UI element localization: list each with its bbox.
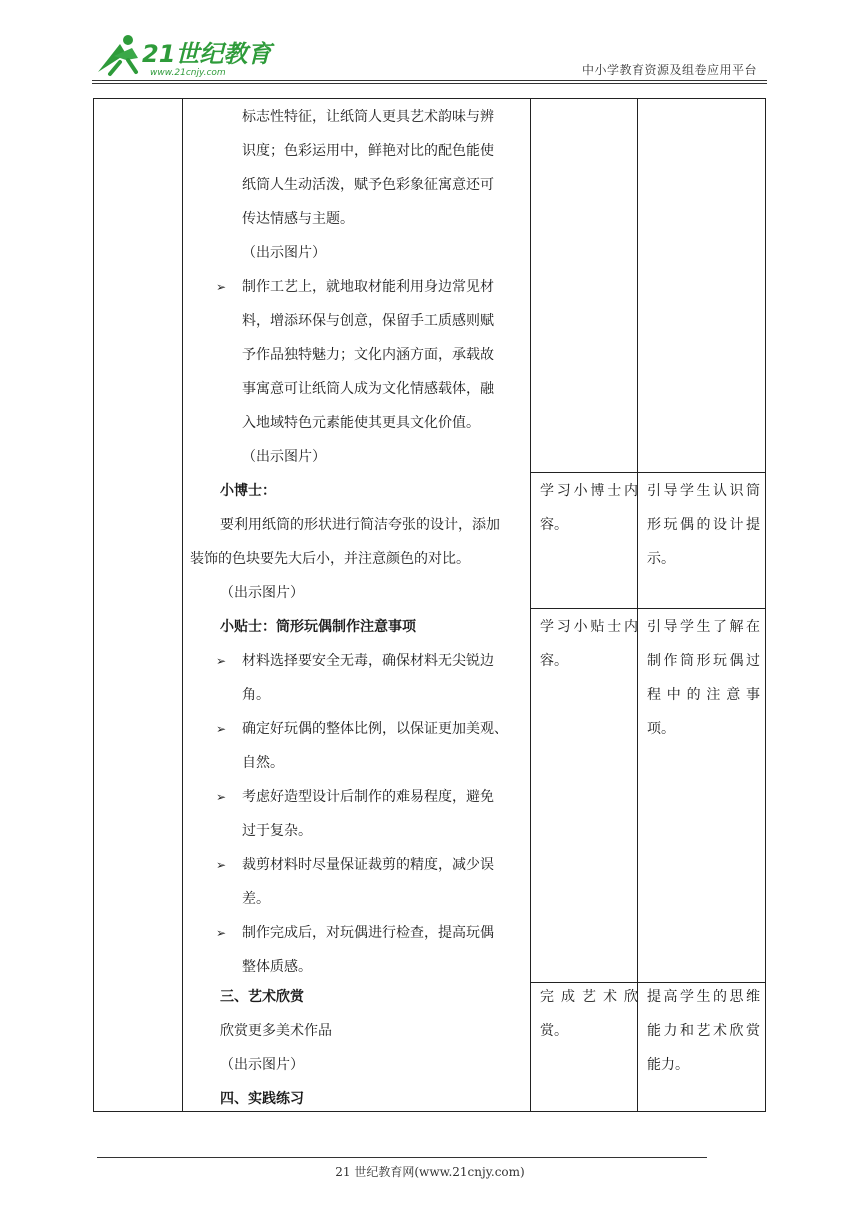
bullet-line: 予作品独特魅力；文化内涵方面，承载故 <box>242 347 494 363</box>
tip-line: 差。 <box>242 891 270 907</box>
show-image-note: （出示图片） <box>242 245 326 261</box>
bullet-line: 事寓意可让纸筒人成为文化情感载体，融 <box>242 381 494 397</box>
paragraph-line: 识度；色彩运用中，鲜艳对比的配色能使 <box>242 143 494 159</box>
activity-line: 容。 <box>540 653 568 669</box>
purpose-line: 程中的注意事 <box>647 687 760 703</box>
doctor-text: 装饰的色块要先大后小，并注意颜色的对比。 <box>190 551 470 567</box>
tip-line: 确定好玩偶的整体比例，以保证更加美观、 <box>242 721 508 737</box>
activity-cell <box>540 474 638 542</box>
arrow-bullet-icon: ➢ <box>216 926 227 940</box>
footer-text: 21 世纪教育网(www.21cnjy.com) <box>335 1165 525 1179</box>
column-divider <box>637 99 638 1111</box>
purpose-line: 能力和艺术欣赏 <box>647 1023 760 1039</box>
tip-line: 考虑好造型设计后制作的难易程度，避免 <box>242 789 494 805</box>
activity-cell <box>540 980 638 1048</box>
tip-line: 材料选择要安全无毒，确保材料无尖锐边 <box>242 653 494 669</box>
doctor-title: 小博士： <box>220 483 276 499</box>
tip-line: 裁剪材料时尽量保证裁剪的精度，减少误 <box>242 857 494 873</box>
arrow-bullet-icon: ➢ <box>216 280 227 294</box>
activity-line: 完成艺术欣 <box>540 989 638 1005</box>
tip-line: 自然。 <box>242 755 284 771</box>
header-divider-thin <box>92 83 767 84</box>
tip-line: 制作完成后，对玩偶进行检查，提高玩偶 <box>242 925 494 941</box>
arrow-bullet-icon: ➢ <box>216 722 227 736</box>
activity-line: 学习小博士内 <box>540 483 638 499</box>
purpose-line: 示。 <box>647 551 675 567</box>
purpose-cell <box>647 980 760 1082</box>
bullet-line: 制作工艺上，就地取材能利用身边常见材 <box>242 279 494 295</box>
section-title: 三、艺术欣赏 <box>220 989 304 1005</box>
activity-line: 学习小贴士内 <box>540 619 638 635</box>
purpose-line: 能力。 <box>647 1057 689 1073</box>
purpose-line: 项。 <box>647 721 675 737</box>
column-divider <box>530 99 531 1111</box>
purpose-line: 形玩偶的设计提 <box>647 517 760 533</box>
paragraph-line: 纸筒人生动活泼，赋予色彩象征寓意还可 <box>242 177 494 193</box>
purpose-cell <box>647 610 760 746</box>
logo <box>92 30 282 80</box>
logo-url: www.21cnjy.com <box>150 68 226 78</box>
show-image-note: （出示图片） <box>220 1057 304 1073</box>
bullet-line: 料，增添环保与创意，保留手工质感则赋 <box>242 313 494 329</box>
purpose-line: 引导学生了解在 <box>647 619 760 635</box>
arrow-bullet-icon: ➢ <box>216 790 227 804</box>
section-text: 欣赏更多美术作品 <box>220 1023 332 1039</box>
tip-line: 角。 <box>242 687 270 703</box>
purpose-line: 制作筒形玩偶过 <box>647 653 760 669</box>
arrow-bullet-icon: ➢ <box>216 654 227 668</box>
bullet-line: 入地域特色元素能使其更具文化价值。 <box>242 415 480 431</box>
activity-line: 容。 <box>540 517 568 533</box>
purpose-line: 引导学生认识筒 <box>647 483 760 499</box>
logo-text: 21世纪教育 <box>142 40 272 68</box>
header-divider <box>92 80 767 81</box>
tip-line: 过于复杂。 <box>242 823 312 839</box>
doctor-text: 要利用纸筒的形状进行简洁夸张的设计，添加 <box>220 517 500 533</box>
arrow-bullet-icon: ➢ <box>216 858 227 872</box>
footer-divider <box>97 1157 707 1158</box>
purpose-line: 提高学生的思维 <box>647 989 760 1005</box>
page-header <box>92 30 767 100</box>
show-image-note: （出示图片） <box>242 449 326 465</box>
column-divider <box>182 99 183 1111</box>
section-title: 四、实践练习 <box>220 1091 304 1107</box>
tips-title: 小贴士：筒形玩偶制作注意事项 <box>220 619 416 635</box>
purpose-cell <box>647 474 760 576</box>
activity-line: 赏。 <box>540 1023 568 1039</box>
row-divider <box>530 472 766 473</box>
lesson-table <box>93 98 766 1112</box>
platform-name: 中小学教育资源及组卷应用平台 <box>581 63 757 77</box>
paragraph-line: 标志性特征，让纸筒人更具艺术韵味与辨 <box>242 109 494 125</box>
tip-line: 整体质感。 <box>242 959 312 975</box>
activity-cell <box>540 610 638 678</box>
row-divider <box>530 608 766 609</box>
show-image-note: （出示图片） <box>220 585 304 601</box>
paragraph-line: 传达情感与主题。 <box>242 211 354 227</box>
